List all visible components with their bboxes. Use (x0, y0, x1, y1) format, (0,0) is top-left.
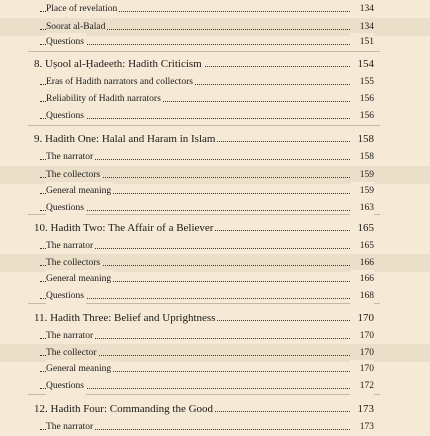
toc-section-entry (0, 107, 430, 125)
toc-page-number: 159 (350, 166, 374, 184)
toc-page-number: 159 (350, 182, 374, 200)
toc-entry-title: Eras of Hadith narrators and collectors (46, 73, 195, 91)
toc-section-entry (0, 0, 430, 18)
toc-page-number: 170 (350, 309, 374, 327)
toc-section-entry (0, 90, 430, 108)
toc-section-entry (0, 327, 430, 345)
toc-page-number: 151 (350, 33, 374, 51)
toc-page-number: 168 (350, 287, 374, 305)
toc-chapter-entry (0, 55, 430, 73)
toc-entry-title: 8. Uṣool al-Ḥadeeth: Hadith Criticism (34, 55, 204, 73)
toc-entry-title: The narrator (46, 418, 95, 436)
toc-entry-title: 10. Hadith Two: The Affair of a Believer (34, 219, 215, 237)
toc-page-number: 170 (350, 327, 374, 345)
toc-section-entry (0, 377, 430, 395)
toc-entry-title: Questions (46, 33, 86, 51)
dot-leader (40, 388, 350, 389)
toc-page-number: 165 (350, 237, 374, 255)
toc-entry-title: Questions (46, 107, 86, 125)
dot-leader (40, 210, 350, 211)
toc-section-entry (0, 360, 430, 378)
toc-entry-title: Questions (46, 199, 86, 217)
toc-section-entry (0, 73, 430, 91)
toc-chapter-entry (0, 130, 430, 148)
toc-entry-title: Place of revelation (46, 0, 119, 18)
toc-section-entry (0, 270, 430, 288)
toc-page-number: 154 (350, 55, 374, 73)
toc-entry-title: The narrator (46, 148, 95, 166)
toc-entry-title: Soorat al-Balad (46, 18, 107, 36)
toc-entry-title: The collectors (46, 254, 102, 272)
toc-entry-title: General meaning (46, 182, 113, 200)
toc-page-number: 163 (350, 199, 374, 217)
toc-page-number: 134 (350, 0, 374, 18)
toc-page-number: 170 (350, 360, 374, 378)
chapter-divider (28, 125, 380, 126)
toc-entry-title: Reliability of Hadith narrators (46, 90, 163, 108)
toc-page-number: 158 (350, 130, 374, 148)
toc-page-number: 156 (350, 90, 374, 108)
toc-entry-title: 12. Hadith Four: Commanding the Good (34, 400, 215, 418)
toc-section-entry (0, 148, 430, 166)
toc-chapter-entry (0, 400, 430, 418)
toc-entry-title: General meaning (46, 270, 113, 288)
toc-page-number: 156 (350, 107, 374, 125)
toc-page-number: 166 (350, 254, 374, 272)
toc-chapter-entry (0, 309, 430, 327)
toc-page-number: 173 (350, 418, 374, 436)
toc-section-entry (0, 33, 430, 51)
toc-entry-title: The collector (46, 344, 98, 362)
toc-page-number: 134 (350, 18, 374, 36)
toc-entry-title: The narrator (46, 327, 95, 345)
toc-page-number: 165 (350, 219, 374, 237)
dot-leader (40, 44, 350, 45)
chapter-divider (28, 51, 380, 52)
toc-section-entry (0, 237, 430, 255)
dot-leader (40, 118, 350, 119)
toc-section-entry (0, 418, 430, 436)
toc-page-number: 158 (350, 148, 374, 166)
toc-entry-title: Questions (46, 287, 86, 305)
toc-page-number: 155 (350, 73, 374, 91)
toc-section-entry (0, 182, 430, 200)
toc-entry-title: Questions (46, 377, 86, 395)
toc-entry-title: 9. Hadith One: Halal and Haram in Islam (34, 130, 217, 148)
toc-entry-title: General meaning (46, 360, 113, 378)
dot-leader (40, 298, 350, 299)
toc-entry-title: The collectors (46, 166, 102, 184)
toc-page-number: 172 (350, 377, 374, 395)
toc-entry-title: 11. Hadith Three: Belief and Uprightness (34, 309, 217, 327)
toc-entry-title: The narrator (46, 237, 95, 255)
toc-chapter-entry (0, 219, 430, 237)
toc-page-number: 166 (350, 270, 374, 288)
toc-page-number: 173 (350, 400, 374, 418)
toc-page-number: 170 (350, 344, 374, 362)
